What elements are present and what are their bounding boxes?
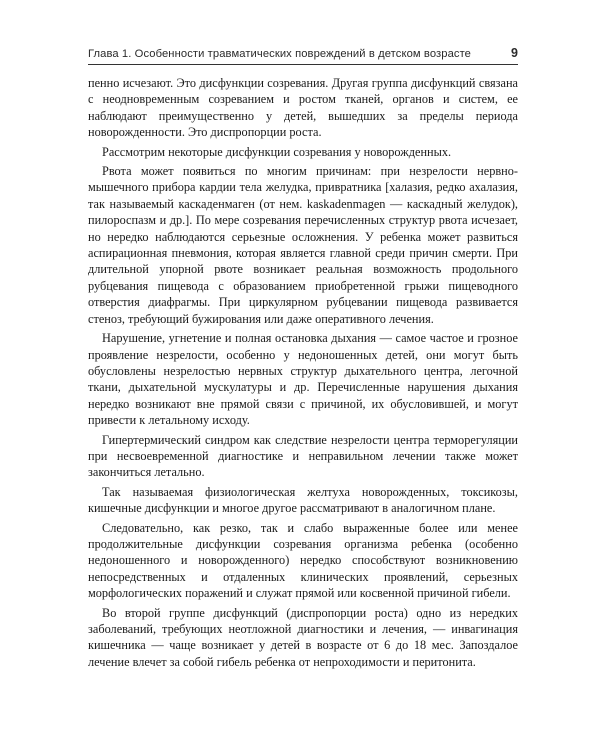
- body-text: [88, 75, 518, 670]
- paragraph: Так называемая физиологическая желтуха новорожденных, токсикозы, кишечные дисфункции и многое другое рассматривают в аналогичном плане.: [88, 484, 518, 516]
- running-header: [88, 46, 518, 65]
- paragraph: Нарушение, угнетение и полная остановка дыхания — самое частое и грозное проявление незрелости, особенно у недоношенных детей, они могут быть обусловлены незрелостью нервных структур дыхательного центра, легочной ткани, дыхательной мускулатуры и др. Перечисленные нарушения дыхания нередко возникают вне прямой связи с причиной, их обусловившей, и могут привести к летальному исходу.: [88, 331, 518, 428]
- page-number: 9: [510, 46, 518, 60]
- chapter-title: Глава 1. Особенности травматических повреждений в детском возрасте: [88, 48, 472, 60]
- paragraph: Рвота может появиться по многим причинам: при незрелости нервно-мышечного прибора кардии тела желудка, привратника [халазия, редко ахалазия, так называемый каскаденмаген (от нем. kaskadenmagen — каскадный желудок), пилороспазм и др.]. По мере созревания перечисленных структур рвота исчезает, но нередко наблюдаются серьезные осложнения. У ребенка может развиться аспирационная пневмония, которая является главной среди причин смерти. При длительной упорной рвоте возникает реальная возможность продольного рубцевания пищевода с образованием приобретенной грыжи пищеводного отверстия диафрагмы. При циркулярном рубцевании пищевода развивается стеноз, требующий бужирования или даже оперативного лечения.: [88, 164, 518, 326]
- paragraph: Рассмотрим некоторые дисфункции созревания у новорожденных.: [102, 144, 452, 159]
- paragraph: Во второй группе дисфункций (диспропорции роста) одно из нередких заболеваний, требующих неотложной диагностики и лечения, — инвагинация кишечника — чаще возникает у детей в возрасте от 6 до 18 мес. Запоздалое лечение влечет за собой гибель ребенка от непроходимости и перитонита.: [88, 605, 518, 669]
- book-page: [88, 46, 518, 670]
- paragraph-continuation: пенно исчезают. Это дисфункции созревания. Другая группа дисфункций связана с неодновременным созреванием и ростом тканей, органов и систем, ее наблюдают преимущественно у детей, вышедших за пределы периода новорожденности. Это диспропорции роста.: [88, 76, 518, 140]
- paragraph: Следовательно, как резко, так и слабо выраженные более или менее продолжительные дисфункции созревания организма ребенка (особенно недоношенного и новорожденного) нередко способствуют возникновению непосредственных и отдаленных клинических проявлений, серьезных морфологических поражений и служат прямой или косвенной причиной гибели.: [88, 520, 518, 601]
- paragraph: Гипертермический синдром как следствие незрелости центра терморегуляции при несвоевременной диагностике и неправильном лечении также может закончиться летально.: [88, 432, 518, 480]
